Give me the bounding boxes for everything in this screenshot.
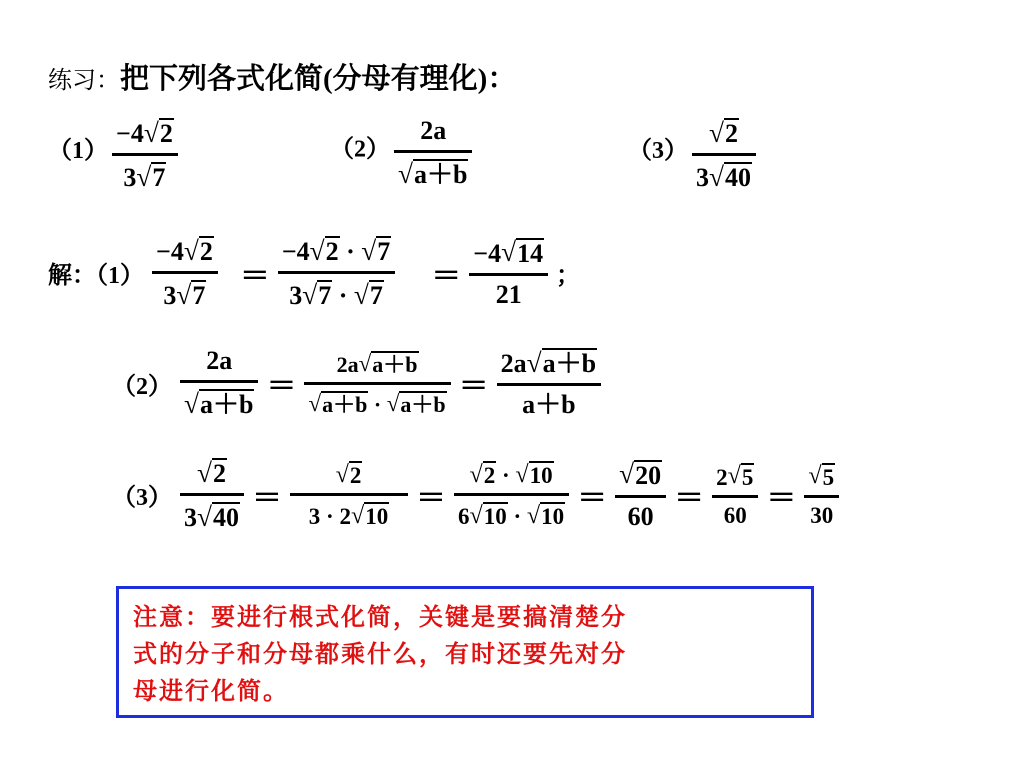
solution-1: 解：（1） −4 √ 2 3 √ 7 ＝ −4 √ 2 · √ 7 3 √ 7 · √ 7 ＝ −4 √ 14 21 ； <box>48 235 581 310</box>
exercise-lead: 练习： <box>48 68 120 94</box>
problem-2-fraction: 2a √ a＋b <box>394 118 472 188</box>
exercise-instruction: 把下列各式化简(分母有理化)： <box>120 63 517 95</box>
solution-prefix: 解：（1） <box>48 263 144 289</box>
exercise-title <box>48 56 516 97</box>
note-line-3: 母进行化简。 <box>133 677 289 705</box>
note-box <box>116 586 814 718</box>
problem-1-fraction: −4 √ 2 3 √ 7 <box>112 118 178 191</box>
solution-2: （2） 2a √ a＋b ＝ 2a √ a＋b √ a＋b · √ a＋b ＝ 2a √ a＋b a＋b <box>112 348 601 418</box>
note-line-2: 式的分子和分母都乘什么，有时还要先对分 <box>133 640 627 668</box>
problem-1: （1） −4 √ 2 3 √ 7 <box>48 118 178 191</box>
note-line-1: 注意：要进行根式化简，关键是要搞清楚分 <box>133 603 627 631</box>
problem-3: （3） √ 2 3 √ 40 <box>628 118 756 191</box>
problem-3-fraction: √ 2 3 √ 40 <box>692 118 756 191</box>
problem-2: （2） 2a √ a＋b <box>330 118 472 188</box>
solution-3: （3） √ 2 3 √ 40 ＝ √ 2 3 · 2 √ 10 ＝ √ 2 · √ 10 6 √ 10 · √ 10 ＝ √ 20 60 ＝ 2 √ 5 60 ＝ √ 5 30 <box>112 458 839 531</box>
